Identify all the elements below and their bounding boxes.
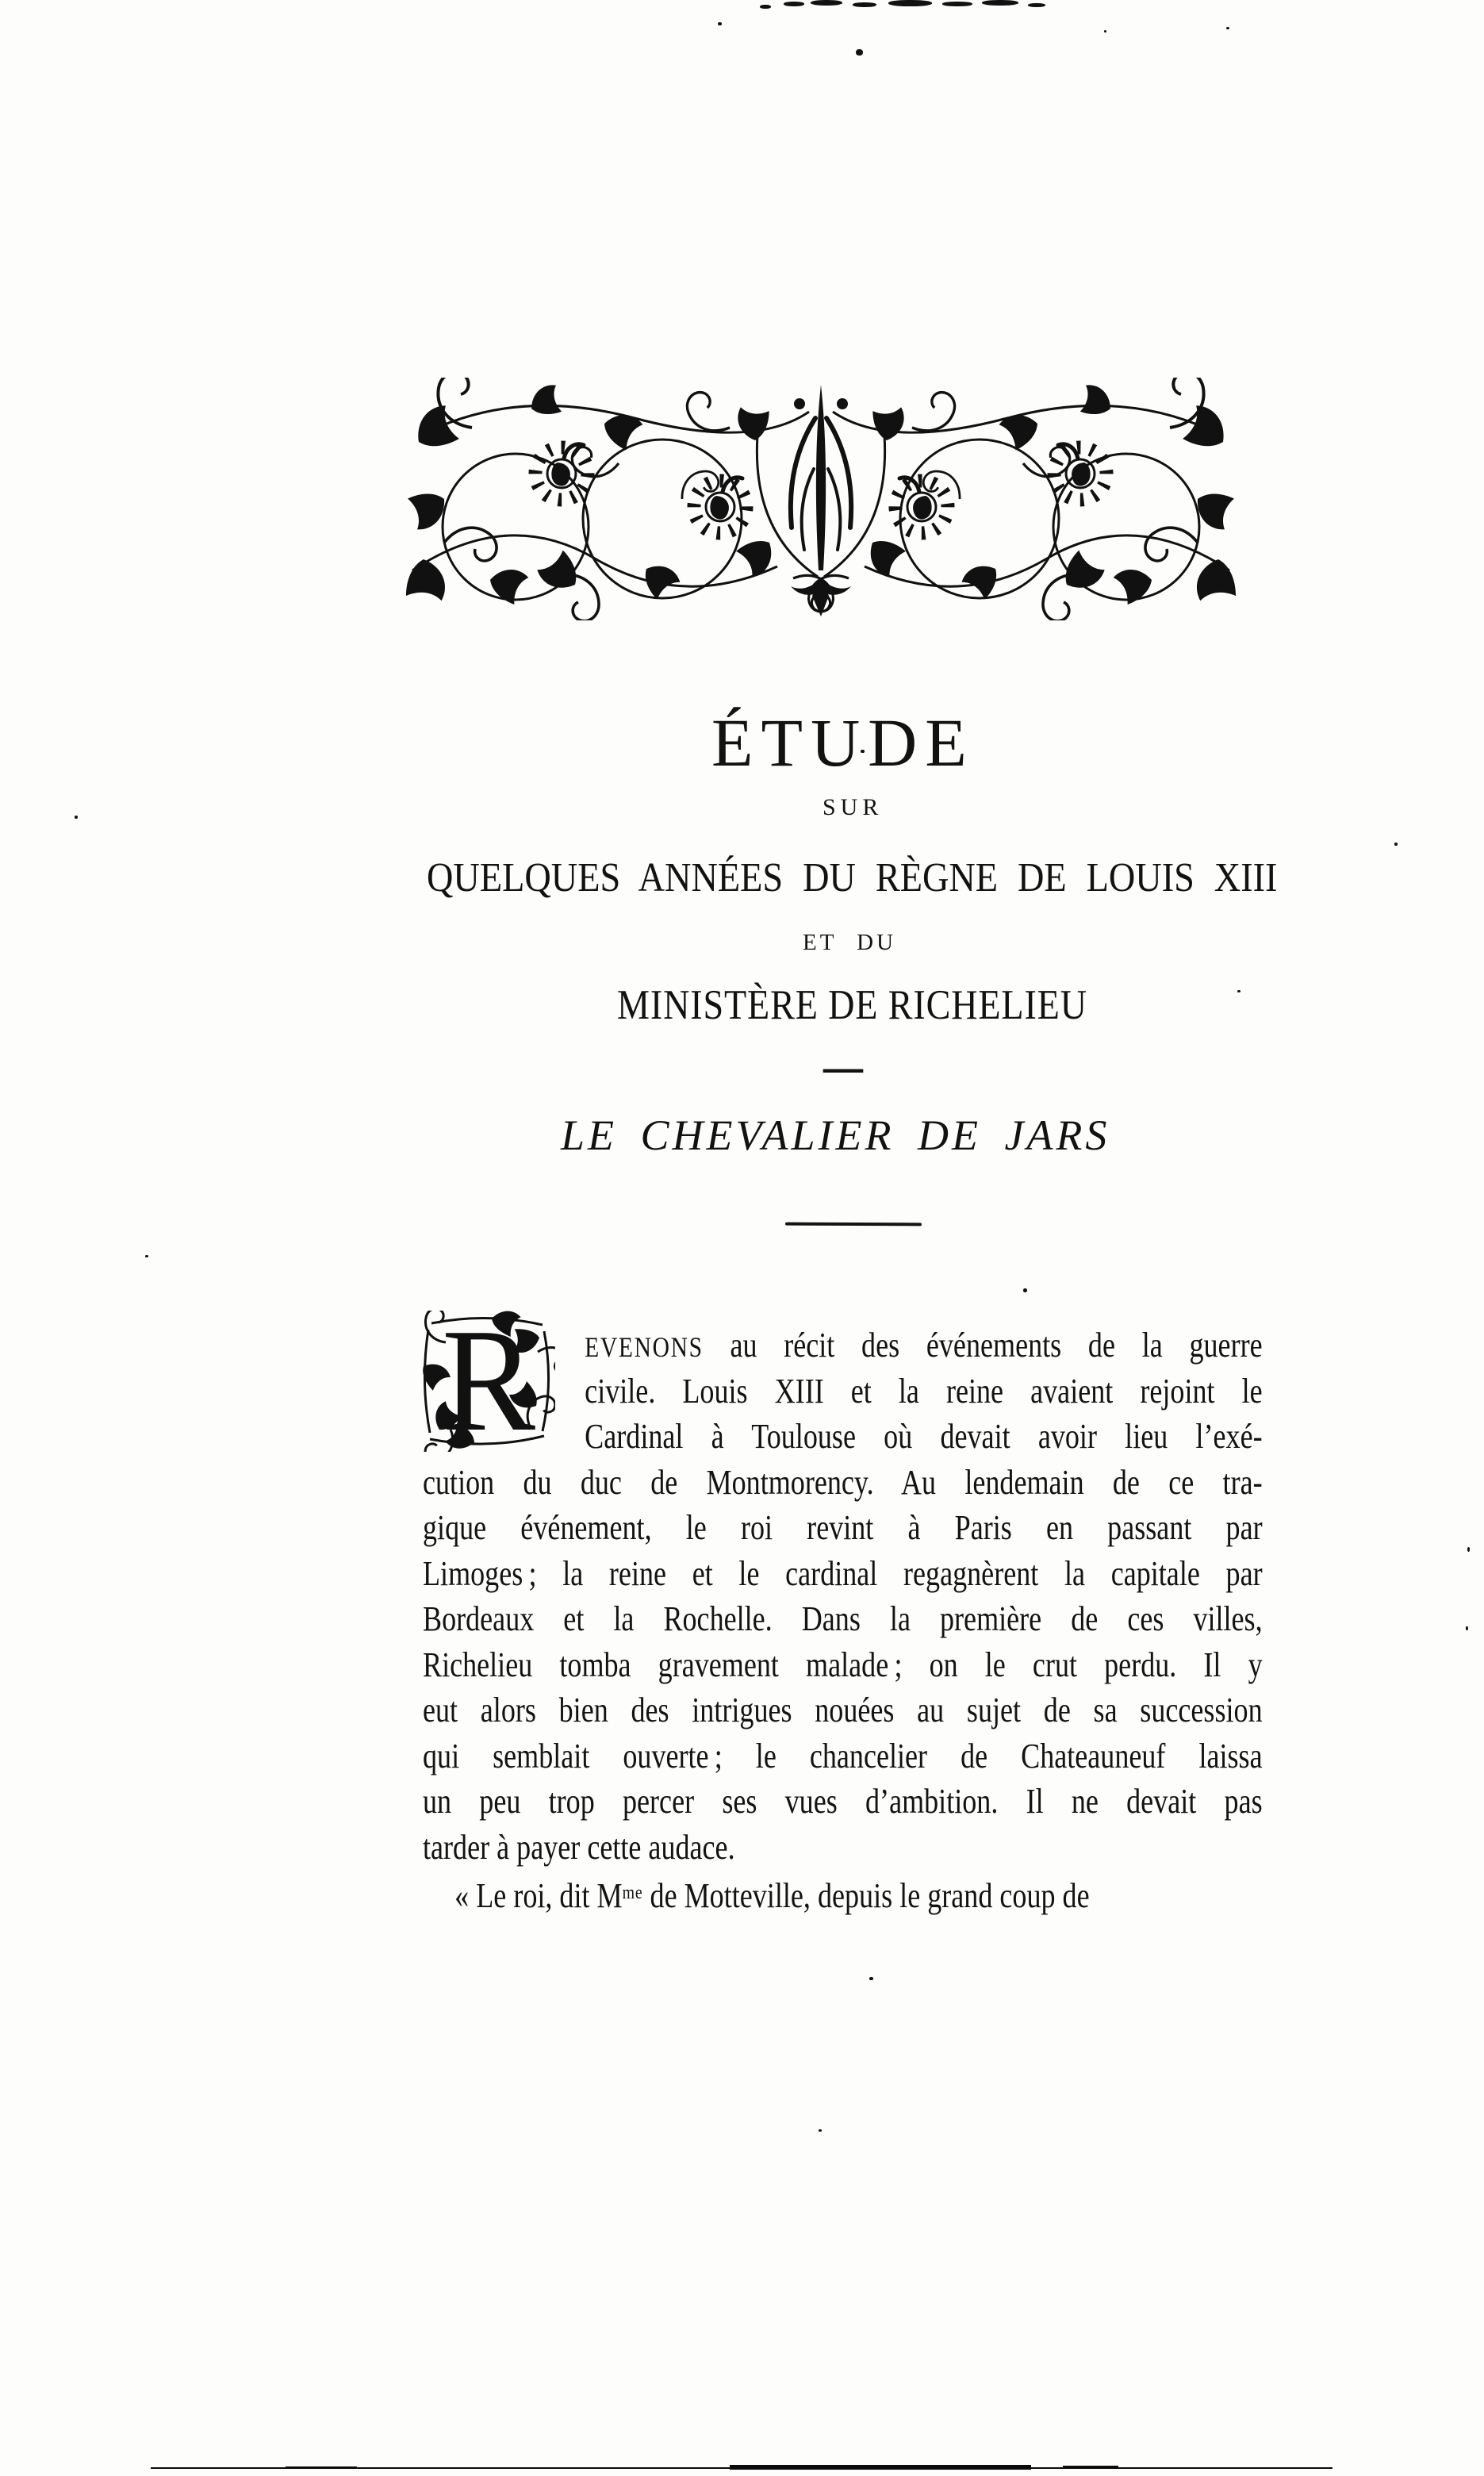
quote-line-prefix: « Le roi, dit M [454, 1875, 623, 1915]
scan-speck [784, 2, 804, 6]
body-line: Cardinal à Toulouse où devait avoir lieu l’exé- [585, 1417, 1263, 1456]
scan-speck [1394, 843, 1398, 846]
bottom-scan-edge-line [286, 2466, 357, 2469]
scan-speck [1237, 990, 1241, 992]
body-line: civile. Louis XIII et la reine avaient rejoint le [585, 1371, 1263, 1411]
chapter-title: LE CHEVALIER DE JARS [561, 1111, 1110, 1159]
quote-line [423, 1870, 1263, 1916]
subject-line-2: MINISTÈRE DE RICHELIEU [617, 982, 1087, 1028]
scan-speck [942, 2, 972, 6]
bottom-scan-edge-line [730, 2465, 1031, 2470]
main-title: ÉTUDE [711, 704, 975, 781]
section-dash-divider: — [823, 1038, 863, 1093]
scan-speck [888, 0, 932, 6]
body-line: qui semblait ouverte ; le chancelier de Chateauneuf laissa [423, 1736, 1263, 1775]
scan-speck [1104, 30, 1106, 33]
scan-speck [1226, 27, 1229, 29]
scan-speck [1467, 1547, 1470, 1552]
title-connector-sur: SUR [823, 794, 884, 820]
scan-speck [1466, 1626, 1468, 1630]
body-line: Richelieu tomba gravement malade ; on le crut perdu. Il y [423, 1645, 1263, 1684]
headpiece-central-palmette [757, 385, 884, 616]
scan-speck [982, 0, 1018, 6]
scan-speck [75, 816, 78, 819]
body-paragraph [423, 1322, 1263, 1916]
title-rule-divider [785, 1223, 922, 1226]
body-line: Limoges ; la reine et le cardinal regagnèrent la capitale par [423, 1553, 1263, 1593]
superscript-ordinal: me [622, 1882, 643, 1903]
scan-speck [718, 22, 722, 25]
body-line: cution du duc de Montmorency. Au lendemain de ce tra- [423, 1462, 1263, 1502]
body-line-text: au récit des événements de la guerre [703, 1326, 1263, 1365]
drop-cap-letter: R [442, 1311, 535, 1452]
body-line: Bordeaux et la Rochelle. Dans la première de ces villes, [423, 1599, 1263, 1638]
scan-speck [853, 2, 876, 7]
headpiece-ornament [397, 378, 1245, 620]
body-line: gique événement, le roi revint à Paris en passant par [423, 1508, 1263, 1547]
scan-speck [1028, 3, 1045, 7]
body-line: un peu trop percer ses vues d’ambition. Il ne devait pas [423, 1782, 1263, 1821]
body-line: eut alors bien des intrigues nouées au sujet de sa succession [423, 1691, 1263, 1729]
opening-small-caps: EVENONS [585, 1331, 704, 1363]
bottom-scan-edge-line [1063, 2466, 1118, 2469]
body-line [585, 1322, 1262, 1369]
scan-speck [819, 2129, 822, 2132]
scan-speck [856, 49, 863, 56]
scan-speck [811, 0, 842, 6]
scan-speck [760, 5, 771, 9]
body-line: tarder à payer cette audace. [423, 1827, 735, 1867]
scan-speck [869, 1977, 873, 1980]
title-connector-et-du: ET DU [803, 930, 897, 955]
subject-line-1: QUELQUES ANNÉES DU RÈGNE DE LOUIS XIII [427, 855, 1278, 900]
quote-line-suffix: de Motteville, depuis le grand coup de [642, 1875, 1090, 1915]
scan-speck [1023, 1288, 1027, 1292]
scan-speck [145, 1255, 148, 1257]
